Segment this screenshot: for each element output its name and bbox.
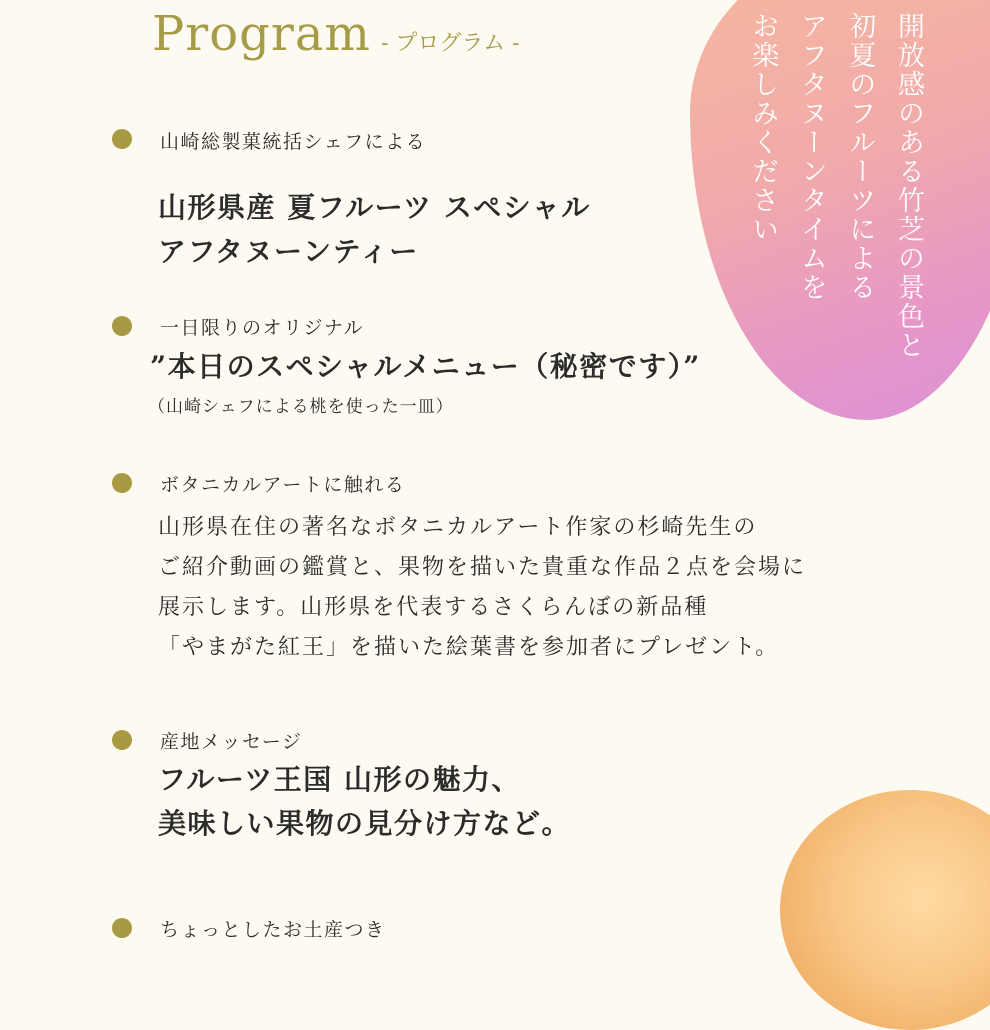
section-label-original: 一日限りのオリジナル	[160, 317, 365, 339]
bullet-icon	[112, 316, 132, 336]
title-line: ”本日のスペシャルメニュー（秘密です）”	[150, 350, 701, 383]
title-line: フルーツ王国 山形の魅力、	[158, 763, 522, 796]
section-title-afternoon-tea	[158, 186, 591, 274]
section-note-peach: （山崎シェフによる桃を使った一皿）	[148, 397, 454, 417]
body-line: ご紹介動画の鑑賞と、果物を描いた貴重な作品２点を会場に	[158, 555, 807, 580]
bullet-icon	[112, 473, 132, 493]
tagline-line: 初夏のフルーツによる	[844, 12, 876, 302]
section-label-message: 産地メッセージ	[160, 731, 303, 753]
tagline-line: アフタヌーンタイムを	[795, 12, 827, 302]
bullet-icon	[112, 129, 132, 149]
bullet-icon	[112, 730, 132, 750]
body-line: 「やまがた紅王」を描いた絵葉書を参加者にプレゼント。	[158, 635, 780, 660]
heading-jp: - プログラム -	[380, 31, 520, 56]
heading-en: Program	[152, 6, 371, 62]
section-label-botanical: ボタニカルアートに触れる	[160, 474, 406, 496]
section-label-souvenir: ちょっとしたお土産つき	[160, 919, 386, 941]
section-label-chef: 山崎総製菓統括シェフによる	[160, 131, 427, 153]
body-line: 展示します。山形県を代表するさくらんぼの新品種	[158, 595, 709, 620]
body-line: 山形県在住の著名なボタニカルアート作家の杉崎先生の	[158, 515, 758, 540]
bullet-icon	[112, 918, 132, 938]
vertical-tagline	[738, 12, 932, 432]
orange-watercolor-blob	[780, 790, 990, 1030]
section-title-special-menu	[150, 345, 701, 389]
program-heading	[152, 6, 520, 62]
section-title-fruit-kingdom	[158, 758, 571, 846]
section-body-botanical	[158, 508, 806, 668]
title-line: 山形県産 夏フルーツ スペシャル	[158, 191, 591, 224]
title-line: アフタヌーンティー	[158, 235, 419, 268]
tagline-line: お楽しみください	[747, 12, 779, 244]
title-line: 美味しい果物の見分け方など。	[158, 807, 572, 840]
tagline-line: 開放感のある竹芝の景色と	[893, 12, 924, 360]
